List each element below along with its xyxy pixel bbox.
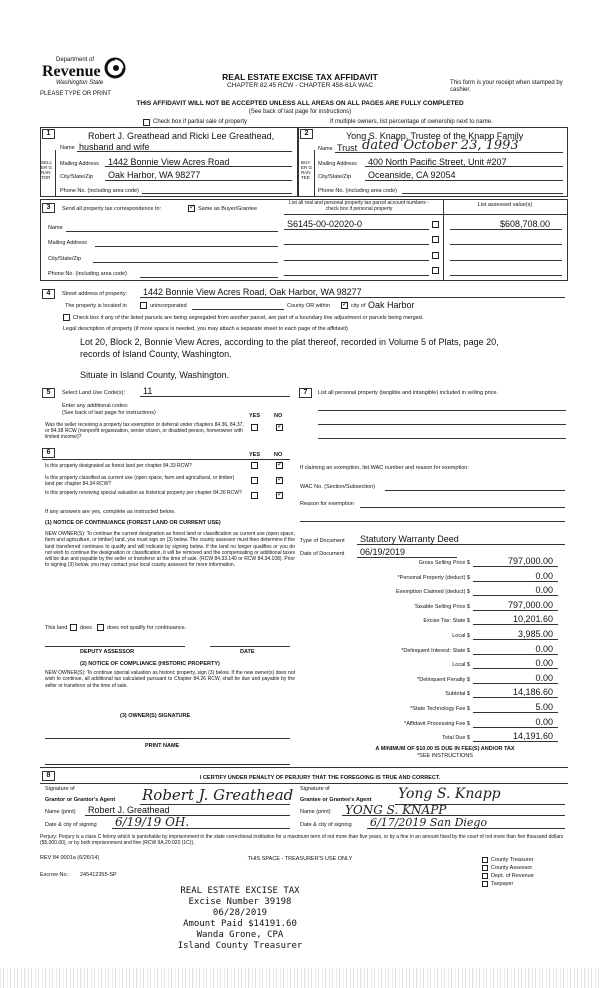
type-or-print: PLEASE TYPE OR PRINT	[40, 91, 111, 97]
section-7-number: 7	[299, 388, 312, 398]
tax-row-value: 797,000.00	[507, 599, 553, 610]
tax-row-value: 3,985.00	[517, 629, 553, 639]
owner-signature-label: (3) OWNER(S) SIGNATURE	[120, 713, 191, 719]
buyer-name-line2: Trust	[337, 143, 358, 153]
copy-label: County Assessor	[491, 865, 533, 871]
same-as-buyer-label: Same as Buyer/Grantee	[198, 206, 258, 212]
copy-label: Taxpayer	[491, 881, 514, 887]
stamp-line-5: Wanda Grone, CPA	[196, 930, 284, 940]
corr-phone-label: Phone No. (including area code)	[48, 271, 127, 277]
copy-checkbox[interactable]	[482, 857, 488, 863]
land-use-code: 11	[143, 386, 153, 396]
buyer-city: Oceanside, CA 92054	[368, 170, 456, 180]
doc-type-label: Type of Document	[300, 538, 345, 544]
land-does-not-label: does not qualify for continuance.	[107, 625, 187, 631]
street-address: 1442 Bonnie View Acres Road, Oak Harbor, WA 98277	[143, 287, 362, 297]
print-name-label: PRINT NAME	[145, 743, 180, 749]
seller-name-label: Name	[60, 145, 75, 151]
seller-city: Oak Harbor, WA 98277	[108, 170, 201, 180]
unincorporated-checkbox[interactable]	[140, 302, 147, 309]
perjury-notice: Perjury: Perjury is a class C felony which is punishable by imprisonment in the state correctional institution for a maximum term of not more than five years, or by a fine in an amount fixed by the court of not more than five thousand dollars ($5,000.00), or by both imprisonment and fine (RCW 9A.20.020 (1C)).	[40, 834, 564, 847]
copy-checkbox[interactable]	[482, 881, 488, 887]
historic-question: Is this property receiving special valuation as historical property per chapter 84.26 RCW?	[45, 490, 242, 496]
forest-no-checkbox[interactable]	[276, 462, 283, 469]
receipt-note: This form is your receipt when stamped by cashier.	[450, 80, 563, 93]
tax-row-label: Local $	[452, 633, 470, 639]
notice-compliance-title: (2) NOTICE OF COMPLIANCE (HISTORIC PROPERTY)	[80, 661, 220, 667]
partial-sale-label: Check box if partial sale of property	[153, 119, 248, 125]
grantee-name-print-label: Name (print)	[300, 809, 331, 815]
notice-continuance-title: (1) NOTICE OF CONTINUANCE (FOREST LAND OR CURRENT USE)	[45, 520, 221, 526]
tax-row-value: 0.00	[535, 658, 553, 669]
legal-line-2: records of Island County, Washington.	[80, 349, 232, 359]
grantee-date-city-label: Date & city of signing	[300, 822, 352, 828]
escrow-label: Escrow No.:	[40, 872, 70, 878]
street-address-label: Street address of property:	[62, 291, 128, 297]
tax-row-value: 0.00	[535, 672, 553, 683]
historic-yes-checkbox[interactable]	[251, 492, 258, 499]
personal-property-checkbox-4[interactable]	[432, 267, 439, 274]
buyer-name-line1: Yong S. Knapp, Trustee of the Knapp Family	[346, 131, 524, 141]
exemption-no-checkbox[interactable]	[276, 424, 283, 431]
stamp-line-1: REAL ESTATE EXCISE TAX	[180, 886, 300, 896]
land-does-not-checkbox[interactable]	[97, 624, 104, 631]
if-yes-note: If any answers are yes, complete as instructed below.	[45, 509, 176, 515]
corr-name-label: Name	[48, 225, 63, 231]
this-land-label: This land	[45, 625, 68, 631]
legal-description-label: Legal description of property (if more space is needed, you may attach a separate sheet to each page of the affidavit)	[63, 326, 348, 332]
wac-number-label: WAC No. (Section/Subsection)	[300, 484, 375, 490]
legal-line-3: Situate in Island County, Washington.	[80, 370, 230, 380]
grantor-name-print-label: Name (print)	[45, 809, 76, 815]
forest-yes-checkbox[interactable]	[251, 462, 258, 469]
stamp-line-3: 06/28/2019	[212, 908, 268, 918]
tax-row-label: Gross Selling Price $	[418, 560, 470, 566]
grantor-signature: Robert J. Greathead	[142, 786, 294, 804]
legal-line-1: Lot 20, Block 2, Bonnie View Acres, according to the plat thereof, recorded in Volume 5 of Plats, page 20,	[80, 337, 499, 347]
section-5-number: 5	[42, 388, 55, 398]
parcel-header: List all real and personal property tax parcel account numbers - check box if personal property	[289, 200, 429, 212]
tax-row-label: Total Due $	[442, 735, 470, 742]
current-use-no-checkbox[interactable]	[276, 477, 283, 484]
doc-date: 06/19/2019	[360, 547, 406, 557]
sec6-no-header: NO	[274, 452, 283, 458]
forest-land-question: Is this property designated as forest land per chapter 84.33 RCW?	[45, 463, 192, 469]
tax-row-value: 14,191.60	[512, 731, 553, 742]
tax-row-label: Exemption Claimed (deduct) $	[396, 589, 470, 596]
tax-row-label: *Affidavit Processing Fee $	[404, 720, 470, 727]
located-in-label: The property is located in	[65, 303, 127, 309]
land-use-label: Select Land Use Code(s):	[62, 390, 125, 396]
doc-date-label: Date of Document	[300, 551, 345, 557]
seller-name-line1: Robert J. Greathead and Ricki Lee Greathead,	[88, 131, 275, 141]
warning-banner: THIS AFFIDAVIT WILL NOT BE ACCEPTED UNLESS ALL AREAS ON ALL PAGES ARE FULLY COMPLETED	[136, 100, 464, 107]
section-4-number: 4	[42, 289, 55, 299]
reason-label: Reason for exemption	[300, 501, 354, 507]
county-or-within-label: County OR within	[287, 303, 330, 309]
tax-row-value: 0.00	[535, 585, 553, 596]
section-3-number: 3	[42, 203, 55, 213]
logo-dept-small: Department of	[56, 57, 95, 63]
buyer-side-label: BUYER GRANTEE	[301, 160, 313, 180]
tax-row-value: 797,000.00	[507, 556, 553, 566]
land-does-label: does	[80, 625, 92, 631]
grantee-print-name: YONG S. KNAPP	[345, 803, 447, 817]
seller-phone-label: Phone No. (including area code)	[60, 188, 139, 194]
logo-state: Washington State	[56, 80, 104, 86]
additional-codes-note: (See back of last page for instructions)	[62, 410, 156, 416]
sec6-yes-header: YES	[249, 452, 261, 458]
grantee-date-city: 6/17/2019 San Diego	[370, 816, 488, 829]
current-use-yes-checkbox[interactable]	[251, 477, 258, 484]
logo-dept-big: Revenue	[42, 63, 101, 80]
grantee-sig-of-label: Signature of	[300, 786, 330, 792]
notice-continuance-body: NEW OWNER(S): To continue the current designation as forest land or classification as current use (open space, farm and agriculture, or timber) land, you must sign on (3) below. The county assessor must then determine if the land transferred continues to qualify and will indicate by signing below. If the land no longer qualifies or you do not wish to continue the designation or classification, it will be removed and the compensating or additional taxes will be due and payable by the seller or transferor at the time of sale. (RCW 84.33.140 or RCW 84.34.108). Prior to signing (3) below, you may contact your local county assessor for more information.	[45, 531, 295, 569]
corr-mailing-label: Mailing Address	[48, 240, 87, 246]
certify-statement: I CERTIFY UNDER PENALTY OF PERJURY THAT THE FOREGOING IS TRUE AND CORRECT.	[199, 775, 441, 781]
chapter-ref: CHAPTER 82.45 RCW - CHAPTER 458-61A WAC	[226, 82, 374, 89]
exemption-question: Was the seller receiving a property tax exemption or deferral under chapters 84.36, 84.37, or 84.38 RCW (nonprofit organization, senior citizen, or disabled person, homeowner with limited income)?	[45, 422, 244, 440]
buyer-phone-label: Phone No. (including area code)	[318, 188, 397, 194]
buyer-mailing: 400 North Pacific Street, Unit #207	[368, 157, 507, 167]
sec5-yes-header: YES	[249, 413, 261, 419]
seller-side-label: SELLER GRANTOR	[41, 160, 53, 180]
unincorporated-label: unincorporated	[150, 303, 187, 309]
stamp-line-4: Amount Paid $14191.60	[183, 919, 297, 929]
grantee-signature: Yong S. Knapp	[398, 786, 501, 802]
deputy-date-label: DATE	[240, 649, 255, 655]
assessed-header: List assessed value(s)	[477, 202, 533, 208]
tax-row-label: Taxable Selling Price $	[414, 603, 470, 610]
notice-compliance-body: NEW OWNER(S): To continue special valuation as historic property, sign (3) below. If the new owner(s) does not wish to continue, all additional tax calculated pursuant to Chapter 84.26 RCW, shall be due and payable by the seller or transferor at the time of sale.	[45, 670, 295, 689]
buyer-name-label: Name	[318, 146, 333, 152]
doc-type: Statutory Warranty Deed	[360, 534, 459, 544]
stamp-line-6: Island County Treasurer	[177, 941, 303, 951]
grantor-agent-label: Grantor or Grantor's Agent	[45, 797, 116, 803]
city-of-checkbox[interactable]	[341, 302, 348, 309]
escrow-number: 245412355-SP	[80, 872, 117, 878]
city-of-label: city of	[351, 303, 366, 309]
personal-property-label: List all personal property (tangible and intangible) included in selling price.	[318, 390, 499, 396]
buyer-name-handwritten: dated October 23, 1993	[362, 138, 519, 153]
minimum-due-note: A MINIMUM OF $10.00 IS DUE IN FEE(S) AND/OR TAX	[375, 746, 515, 752]
treasurer-stamp	[140, 886, 340, 952]
assessed-value: $608,708.00	[499, 219, 550, 229]
exemption-wac-label: If claiming an exemption, list WAC number and reason for exemption:	[300, 465, 469, 471]
city-of-value: Oak Harbor	[368, 300, 415, 310]
personal-property-checkbox-1[interactable]	[432, 221, 439, 228]
tax-row-label: *Delinquent Interest: State $	[401, 647, 470, 654]
seller-mailing-label: Mailing Address	[60, 161, 99, 167]
tax-row-label: Subtotal $	[445, 691, 470, 698]
buyer-mailing-label: Mailing Address	[318, 161, 357, 167]
tax-row-label: Local $	[452, 662, 470, 669]
tax-row-label: *Personal Property (deduct) $	[397, 574, 470, 581]
parcel-number: S6145-00-02020-0	[287, 219, 363, 229]
corr-city-label: City/State/Zip	[48, 256, 82, 262]
segregated-checkbox[interactable]	[63, 314, 70, 321]
multiple-owners-note: If multiple owners, list percentage of ownership next to name.	[330, 119, 493, 125]
historic-no-checkbox[interactable]	[276, 492, 283, 499]
section-6-number: 6	[42, 448, 55, 458]
seller-city-label: City/State/Zip	[60, 174, 94, 180]
personal-property-checkbox-3[interactable]	[432, 252, 439, 259]
copy-checkbox[interactable]	[482, 873, 488, 879]
sec5-no-header: NO	[274, 413, 283, 419]
revenue-logo	[42, 57, 142, 95]
section-2-number: 2	[300, 129, 313, 139]
tax-row-label: *State Technology Fee $	[410, 706, 470, 712]
revenue-swirl-icon	[104, 57, 126, 79]
tax-row-label: *Delinquent Penalty $	[417, 676, 470, 683]
land-does-checkbox[interactable]	[70, 624, 77, 631]
segregated-label: Check box if any of the listed parcels are being segregated from another parcel, are part of a boundary line adjustment or parcels being merged.	[73, 315, 424, 321]
copy-checkbox[interactable]	[482, 865, 488, 871]
additional-codes-label: Enter any additional codes:	[62, 403, 129, 409]
same-as-buyer-checkbox[interactable]	[188, 205, 195, 212]
grantee-agent-label: Grantee or Grantee's Agent	[300, 797, 372, 803]
tax-row-value: 0.00	[535, 643, 553, 654]
copy-label: County Treasurer	[491, 857, 534, 863]
grantor-date-city: 6/19/19 OH.	[115, 815, 190, 829]
grantor-print-name: Robert J. Greathead	[88, 805, 170, 815]
grantor-date-city-label: Date & city of signing	[45, 822, 97, 828]
section-8-number: 8	[42, 771, 55, 781]
see-instructions-note: *SEE INSTRUCTIONS	[417, 753, 473, 759]
grantor-sig-of-label: Signature of	[45, 786, 75, 792]
current-use-question: Is this property classified as current use (open space, farm and agricultural, or timber) land per chapter 84.34 RCW?	[45, 475, 235, 487]
see-back-note: (See back of last page for instructions)	[248, 109, 352, 115]
tax-row-value: 0.00	[535, 570, 553, 581]
send-correspondence-label: Send all property tax correspondence to:	[62, 206, 162, 212]
tax-row-value: 14,186.60	[512, 687, 553, 698]
section-1-number: 1	[42, 129, 55, 139]
deputy-assessor-label: DEPUTY ASSESSOR	[80, 649, 135, 655]
treasurer-use-label: THIS SPACE - TREASURER'S USE ONLY	[247, 856, 353, 862]
buyer-city-label: City/State/Zip	[318, 174, 352, 180]
stamp-line-2: Excise Number 39198	[188, 897, 292, 907]
tax-row-value: 0.00	[535, 716, 553, 727]
personal-property-checkbox-2[interactable]	[432, 236, 439, 243]
seller-name-line2: husband and wife	[79, 142, 150, 152]
tax-row-value: 5.00	[535, 702, 553, 712]
page-title: REAL ESTATE EXCISE TAX AFFIDAVIT	[222, 72, 378, 82]
form-revision: REV 84 0001a (6/26/14)	[40, 855, 100, 861]
tax-row-value: 10,201.60	[512, 614, 553, 625]
copy-label: Dept. of Revenue	[491, 873, 534, 879]
seller-mailing: 1442 Bonnie View Acres Road	[108, 157, 230, 167]
partial-sale-checkbox[interactable]	[143, 119, 150, 126]
scan-noise-strip	[0, 968, 600, 988]
tax-row-label: Excise Tax: State $	[423, 618, 470, 625]
exemption-yes-checkbox[interactable]	[251, 424, 258, 431]
